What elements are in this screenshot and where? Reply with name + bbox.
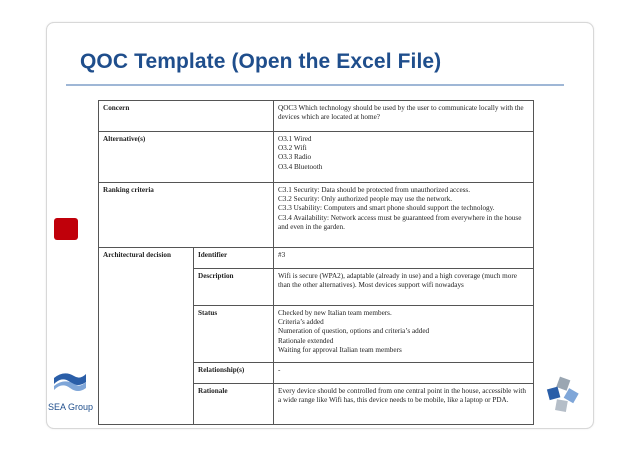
slide-frame	[46, 22, 594, 429]
concern-label: Concern	[99, 101, 274, 132]
list-item: C3.3 Usability: Computers and smart phone should support the technology.	[278, 204, 495, 213]
status-label: Status	[194, 306, 274, 363]
list-item: Criteria’s added	[278, 318, 324, 327]
list-item: Checked by new Italian team members.	[278, 309, 392, 317]
list-item: Rationale extended	[278, 336, 334, 345]
alternatives-label: Alternative(s)	[99, 132, 274, 183]
description-label: Description	[194, 269, 274, 306]
rationale-value: Every device should be controlled from one central point in the house, accessible with a wide range like Wifi has, this device needs to be mobile, like a laptop or PDA.	[274, 384, 534, 425]
relationships-value: -	[274, 363, 534, 384]
decision-label: Architectural decision	[99, 248, 194, 425]
list-item: O3.1 Wired	[278, 135, 312, 143]
relationships-label: Relationship(s)	[194, 363, 274, 384]
concern-value: QOC3 Which technology should be used by the user to communicate locally with the devices which are located at home?	[274, 101, 534, 132]
list-item: Numeration of question, options and criteria’s added	[278, 327, 430, 336]
list-item: C3.1 Security: Data should be protected from unauthorized access.	[278, 186, 471, 194]
list-item: O3.3 Radio	[278, 153, 312, 162]
list-item: C3.4 Availability: Network access must be guaranteed from everywhere in the house and even in the garden.	[278, 213, 522, 231]
list-item: C3.2 Security: Only authorized people may use the network.	[278, 195, 453, 204]
criteria-label: Ranking criteria	[99, 183, 274, 248]
list-item: O3.2 Wifi	[278, 144, 307, 153]
slide-title: QOC Template (Open the Excel File)	[80, 50, 442, 73]
list-item: Waiting for approval Italian team members	[278, 345, 402, 354]
list-item: O3.4 Bluetooth	[278, 162, 323, 171]
description-value: Wifi is secure (WPA2), adaptable (already in use) and a high coverage (much more than the other alternatives). Most devices support wifi nowadays	[274, 269, 534, 306]
rationale-label: Rationale	[194, 384, 274, 425]
identifier-value: #3	[274, 248, 534, 269]
logo-label: SEA Group	[48, 402, 94, 412]
identifier-label: Identifier	[194, 248, 274, 269]
